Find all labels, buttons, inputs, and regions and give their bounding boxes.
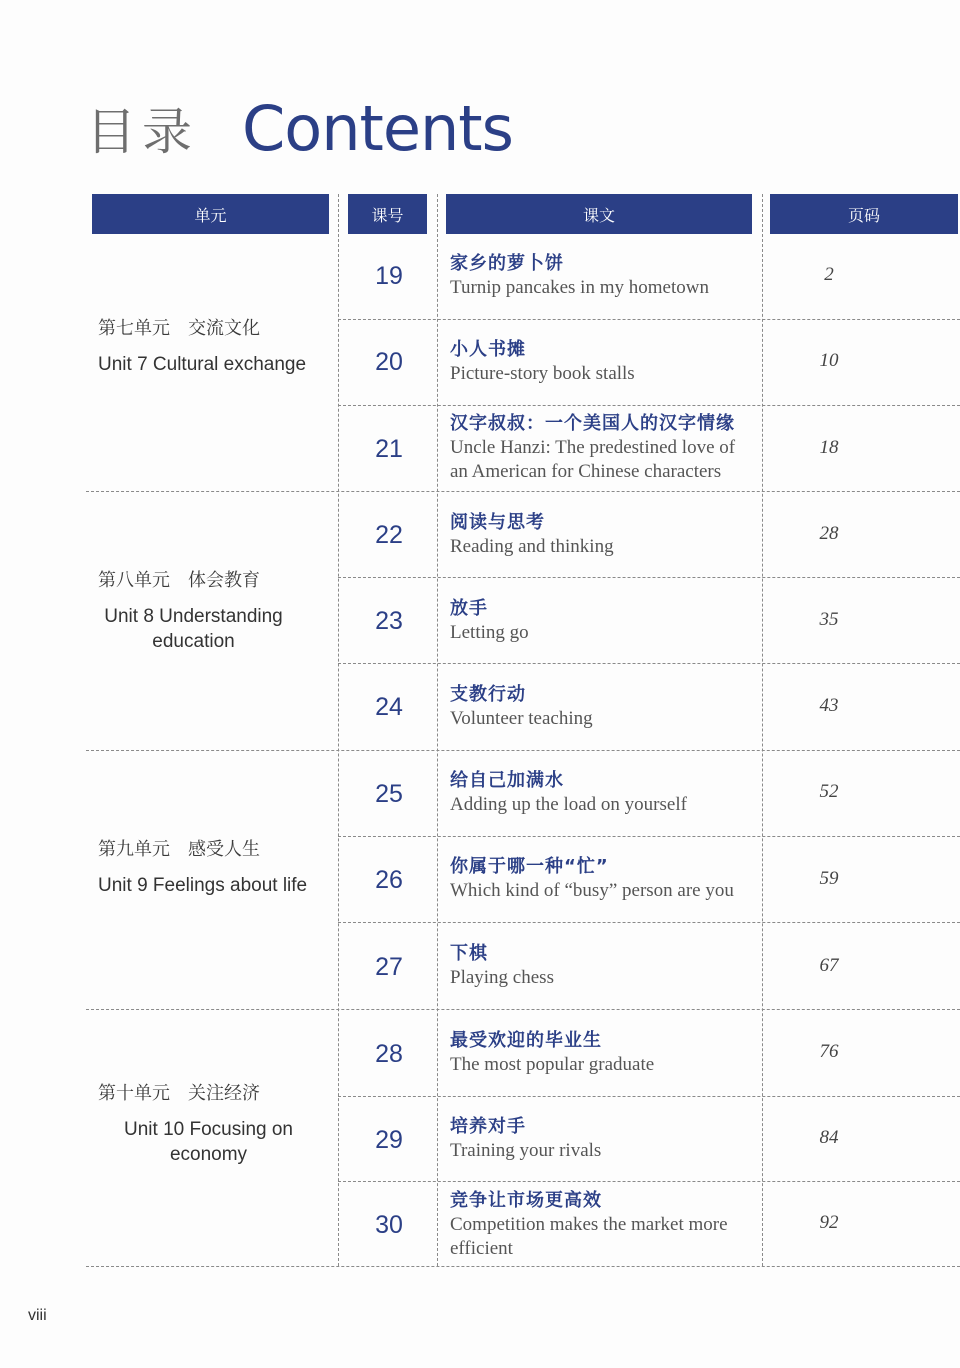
lesson-title-cn: 培养对手 [450,1116,526,1137]
unit-title-cn: 第九单元 感受人生 [98,839,260,860]
lesson-title-cn: 下棋 [450,943,488,964]
unit-8 [86,566,338,654]
lesson-number: 26 [375,866,403,894]
lesson-text[interactable] [450,1189,756,1261]
lesson-number: 24 [375,693,403,721]
lesson-title-en: The most popular graduate [450,1054,655,1075]
lesson-title-cn: 家乡的萝卜饼 [450,253,564,274]
unit-title-en: Unit 9 Feelings about life [98,875,308,896]
lesson-text[interactable] [450,683,756,731]
page-number: 67 [819,955,839,976]
unit-divider [86,750,960,751]
lesson-title-cn: 放手 [450,598,488,619]
lesson-title-cn: 你属于哪一种“忙” [450,856,609,877]
page-title [86,91,513,165]
row-divider [338,836,960,837]
row-divider [338,663,960,664]
unit-title-cn: 第八单元 体会教育 [98,570,260,591]
unit-title-en: Unit 10 Focusing on economy [124,1119,293,1165]
lesson-title-en: Training your rivals [450,1140,602,1161]
lesson-title-en: Volunteer teaching [450,708,593,729]
page-number: 59 [819,868,839,889]
row-divider [338,319,960,320]
lesson-text[interactable] [450,597,756,645]
unit-10 [86,1079,338,1167]
lesson-number: 29 [375,1126,403,1154]
page-number: 18 [819,437,839,458]
lesson-title-en: Reading and thinking [450,536,614,557]
lesson-title-en: Turnip pancakes in my hometown [450,277,709,298]
lesson-title-cn: 竞争让市场更高效 [450,1190,602,1211]
unit-title-cn: 第七单元 交流文化 [98,318,260,339]
page-number: 52 [819,781,839,802]
lesson-title-en: Picture-story book stalls [450,363,635,384]
row-divider [338,405,960,406]
lesson-number: 19 [375,262,403,290]
lesson-title-cn: 阅读与思考 [450,512,545,533]
unit-7 [86,314,338,377]
unit-title-en: Unit 7 Cultural exchange [98,354,307,375]
unit-9 [86,835,338,898]
lesson-text[interactable] [450,338,756,386]
lesson-text[interactable] [450,1115,756,1163]
lesson-number: 25 [375,780,403,808]
lesson-text[interactable] [450,769,756,817]
lesson-number: 27 [375,953,403,981]
page-number: 2 [824,264,834,285]
page-number: 10 [819,350,839,371]
page-number: 76 [819,1041,839,1062]
row-divider [338,577,960,578]
title-english: Contents [242,91,513,165]
lesson-number: 21 [375,435,403,463]
lesson-text[interactable] [450,252,756,300]
lesson-number: 22 [375,521,403,549]
lesson-title-en: Competition makes the market more efficient [450,1214,728,1259]
unit-title-cn: 第十单元 关注经济 [98,1083,260,1104]
folio-page-number: viii [28,1307,47,1324]
unit-divider [86,491,960,492]
column-divider [762,194,763,1266]
header-page: 页码 [770,194,958,234]
lesson-title-en: Uncle Hanzi: The predestined love of an American for Chinese characters [450,437,736,482]
column-divider [338,194,339,1266]
title-chinese: 目录 [86,103,198,161]
lesson-title-cn: 最受欢迎的毕业生 [450,1030,602,1051]
lesson-text[interactable] [450,412,756,484]
header-text: 课文 [446,194,752,234]
page-number: 92 [819,1212,839,1233]
lesson-text[interactable] [450,855,756,903]
row-divider [338,1181,960,1182]
lesson-title-cn: 支教行动 [450,684,526,705]
page-number: 84 [819,1127,839,1148]
lesson-number: 30 [375,1211,403,1239]
lesson-title-en: Playing chess [450,967,554,988]
unit-divider [86,1009,960,1010]
unit-title-en: Unit 8 Understanding education [104,606,283,652]
row-divider [338,922,960,923]
page-number: 43 [819,695,839,716]
lesson-title-cn: 给自己加满水 [450,770,564,791]
table-bottom-line [86,1266,960,1267]
lesson-title-cn: 小人书摊 [450,339,526,360]
lesson-number: 20 [375,348,403,376]
page-number: 28 [819,523,839,544]
lesson-title-en: Adding up the load on yourself [450,794,687,815]
lesson-text[interactable] [450,1029,756,1077]
lesson-text[interactable] [450,942,756,990]
lesson-text[interactable] [450,511,756,559]
header-unit: 单元 [92,194,329,234]
lesson-number: 23 [375,607,403,635]
lesson-title-en: Letting go [450,622,529,643]
row-divider [338,1096,960,1097]
header-lesson-no: 课号 [348,194,427,234]
lesson-title-cn: 汉字叔叔：一个美国人的汉字情缘 [450,413,735,434]
page-number: 35 [819,609,839,630]
lesson-number: 28 [375,1040,403,1068]
lesson-title-en: Which kind of “busy” person are you [450,880,734,901]
